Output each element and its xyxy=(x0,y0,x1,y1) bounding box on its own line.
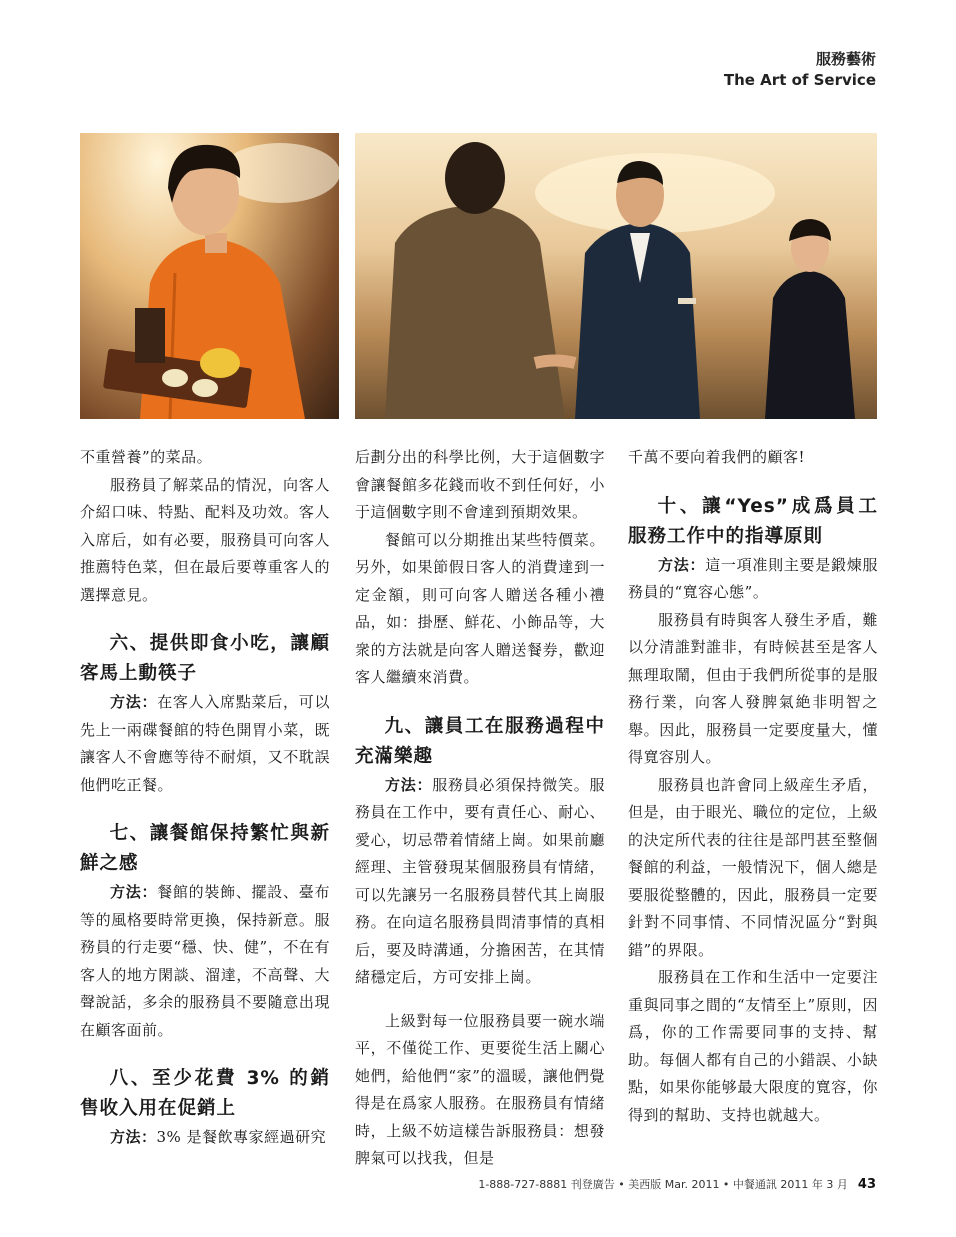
section-heading-10: 十、讓“Yes”成爲員工服務工作中的指導原則 xyxy=(628,495,878,547)
method-text: 這一項准則主要是鍛煉服務員的“寬容心態”。 xyxy=(628,555,878,601)
method-paragraph xyxy=(80,689,330,799)
paragraph: 千萬不要向着我們的顧客! xyxy=(628,448,806,466)
method-text: 在客人入席點菜后，可以先上一兩碟餐館的特色開胃小菜，既讓客人不會應等待不耐煩，又不耽誤他們吃正餐。 xyxy=(80,693,330,794)
paragraph: 服務員在工作和生活中一定要注重與同事之間的“友情至上”原則，因爲，你的工作需要同事的支持、幫助。每個人都有自己的小錯誤、小缺點，如果你能够最大限度的寬容，你得到的幫助、支持也就越大。 xyxy=(628,968,878,1124)
method-paragraph xyxy=(80,879,330,1044)
paragraph: 服務員了解菜品的情況，向客人介紹口味、特點、配料及功效。客人入席后，如有必要，服務員可向客人推薦特色菜，但在最后要尊重客人的選擇意見。 xyxy=(80,475,330,604)
method-paragraph xyxy=(355,772,605,992)
section-heading-8: 八、至少花費 3% 的銷售收入用在促銷上 xyxy=(80,1068,330,1119)
page-footer xyxy=(478,1176,876,1192)
photo-waitress-illustration xyxy=(80,133,339,419)
footer-publication-info: 1-888-727-8881 刊登廣告 • 美西版 Mar. 2011 • 中餐通訊 2011 年 3 月 xyxy=(478,1178,848,1191)
section-heading-9: 九、讓員工在服務過程中充滿樂趣 xyxy=(355,715,605,767)
text-column-2 xyxy=(355,444,605,1173)
section-title-zh: 服務藝術 xyxy=(815,50,876,68)
method-text: 餐館的裝飾、擺設、臺布等的風格要時常更換，保持新意。服務員的行走要“穩、快、健”，不在有客人的地方閑談、溜達，不高聲、大聲說話，多余的服務員不要隨意出現在顧客面前。 xyxy=(80,883,330,1039)
page-number: 43 xyxy=(857,1177,876,1192)
method-paragraph xyxy=(80,1124,330,1152)
method-label: 方法： xyxy=(110,883,158,901)
photo-handshake-illustration xyxy=(355,133,877,419)
method-paragraph xyxy=(628,552,878,607)
method-text: 服務員必須保持微笑。服務員在工作中，要有責任心、耐心、愛心，切忌帶着情緒上崗。如果前廳經理、主管發現某個服務員有情緒，可以先讓另一名服務員替代其上崗服務。在向這名服務員問清事情的真相后，要及時溝通，分擔困苦，在其情緒穩定后，方可安排上崗。 xyxy=(355,775,605,986)
section-heading-6: 六、提供即食小吃，讓顧客馬上動筷子 xyxy=(80,633,330,684)
paragraph: 服務員也許會同上級産生矛盾，但是，由于眼光、職位的定位，上級的決定所代表的往往是部門甚至整個餐館的利益，一般情況下，個人總是要服從整體的，因此，服務員一定要針對不同事情、不同情況區分“對與錯”的界限。 xyxy=(628,775,878,959)
photo-staff-handshake xyxy=(355,133,877,419)
paragraph: 后劃分出的科學比例，大于這個數字會讓餐館多花錢而收不到任何好，小于這個數字則不會達到預期效果。 xyxy=(355,448,605,521)
section-title-en: The Art of Service xyxy=(723,71,876,89)
paragraph: 不重營養”的菜品。 xyxy=(80,448,213,466)
paragraph: 服務員有時與客人發生矛盾，難以分清誰對誰非，有時候甚至是客人無理取鬧，但由于我們所從事的是服務行業，向客人發脾氣絶非明智之舉。因此，服務員一定要度量大，懂得寬容別人。 xyxy=(628,610,878,766)
method-text: 3% 是餐飲專家經過研究 xyxy=(156,1128,327,1146)
method-label: 方法： xyxy=(110,693,158,711)
text-column-3 xyxy=(628,444,878,1129)
section-heading-7: 七、讓餐館保持繁忙與新鮮之感 xyxy=(80,823,330,874)
photo-waitress-tea xyxy=(80,133,339,419)
paragraph: 餐館可以分期推出某些特價菜。另外，如果節假日客人的消費達到一定金額，則可向客人贈送各種小禮品，如：掛歷、鮮花、小飾品等，大衆的方法就是向客人贈送餐券，歡迎客人繼續來消費。 xyxy=(355,530,605,686)
method-label: 方法： xyxy=(110,1128,157,1146)
page-header xyxy=(724,48,876,90)
method-label: 方法： xyxy=(658,555,706,574)
method-label: 方法： xyxy=(385,775,433,794)
paragraph: 上級對每一位服務員要一碗水端平，不僅從工作、更要從生活上關心她們，給他們“家”的溫暖，讓他們覺得是在爲家人服務。在服務員有情緒時，上級不妨這樣告訴服務員：想發脾氣可以找我，但是 xyxy=(355,1011,605,1167)
text-column-1 xyxy=(80,444,330,1152)
